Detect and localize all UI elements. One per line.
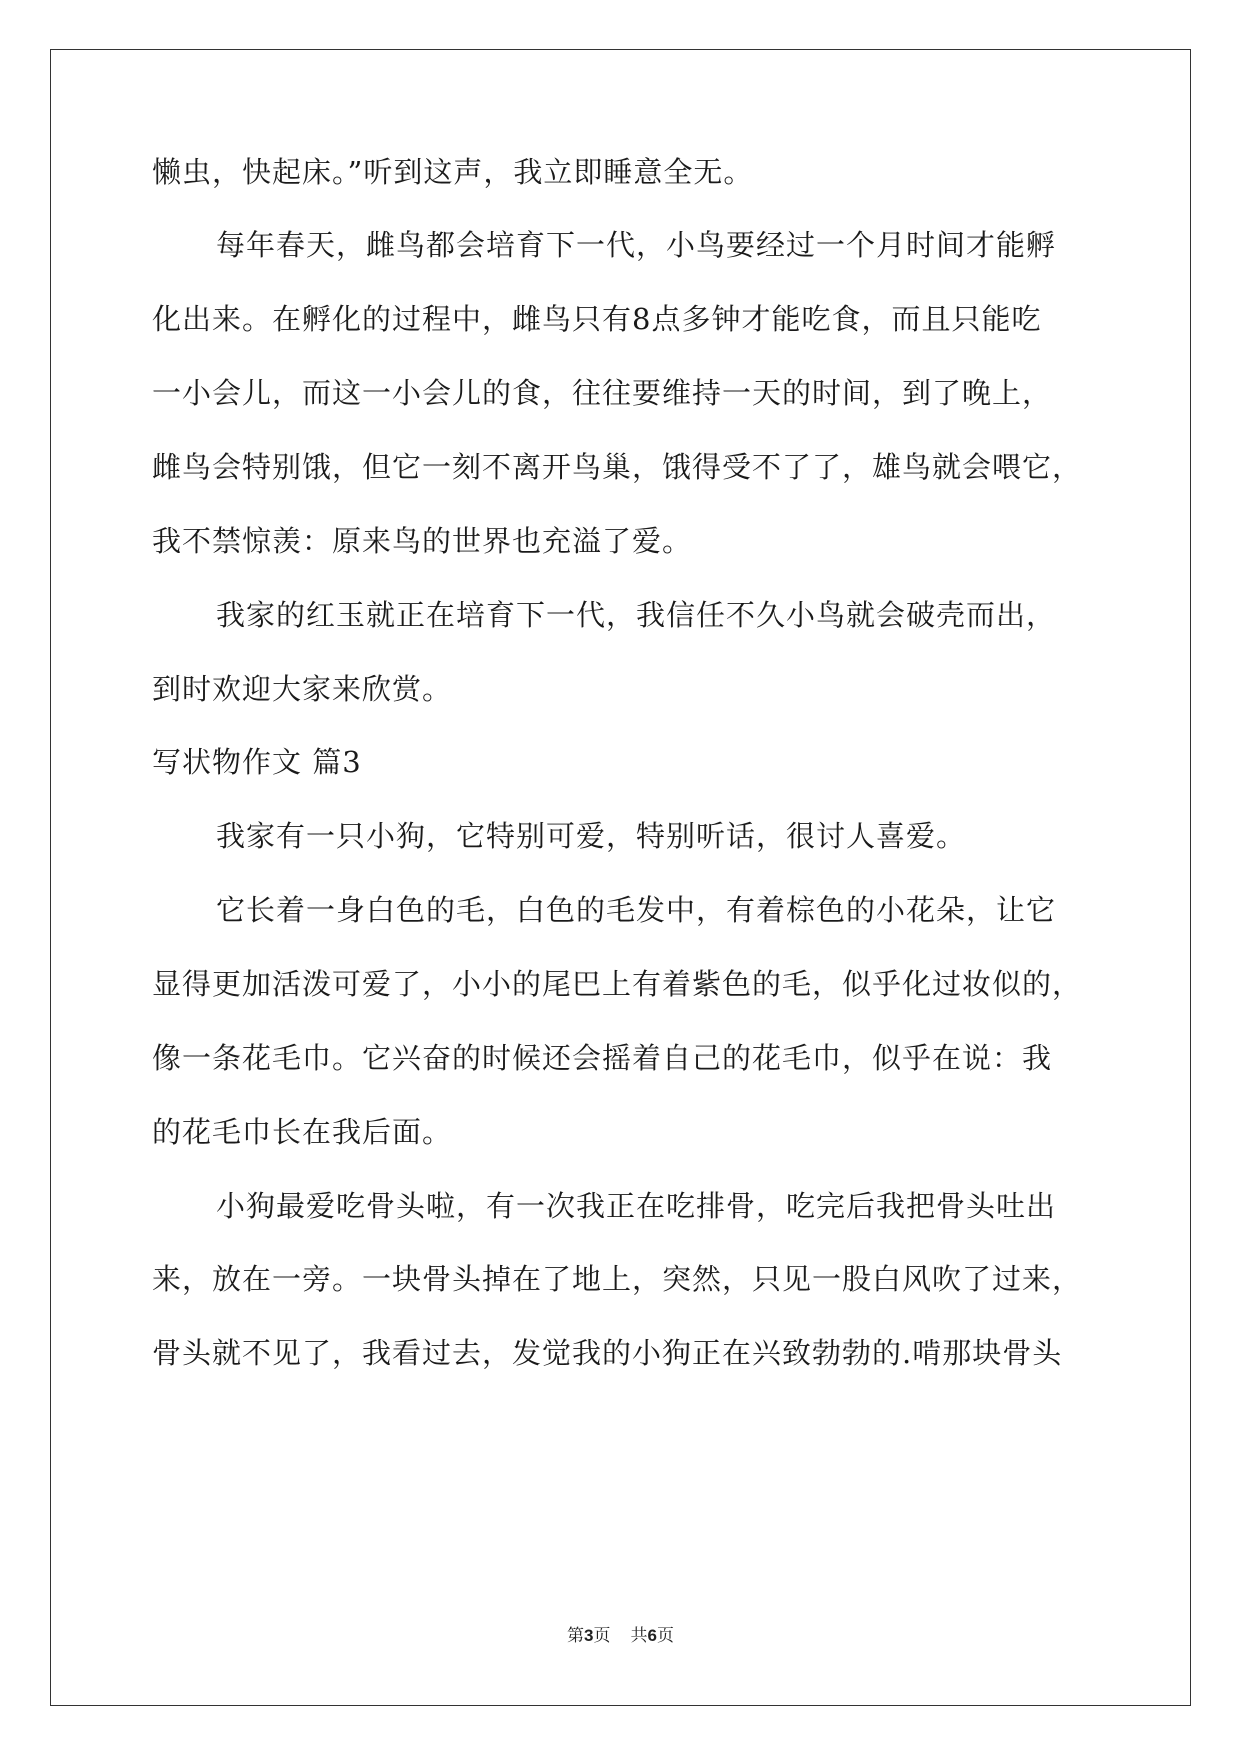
total-suffix: 页 — [656, 1626, 674, 1646]
page-border — [50, 49, 1191, 1706]
page-prefix: 第 — [567, 1626, 585, 1646]
text-line-14: 的花毛巾长在我后面。 — [152, 1115, 453, 1149]
text-line-15: 小狗最爱吃骨头啦，有一次我正在吃排骨，吃完后我把骨头吐出 — [216, 1189, 1057, 1223]
text-line-4: 一小会儿，而这一小会儿的食，往往要维持一天的时间，到了晚上， — [152, 376, 1053, 410]
page-footer — [0, 1624, 1241, 1648]
page-suffix: 页 — [593, 1626, 611, 1646]
section-heading: 写状物作文 篇3 — [152, 745, 362, 779]
text-line-6: 我不禁惊羡：原来鸟的世界也充溢了爱。 — [152, 524, 693, 558]
text-line-1: 懒虫，快起床。”听到这声，我立即睡意全无。 — [152, 155, 754, 189]
text-line-10: 我家有一只小狗，它特别可爱，特别听话，很讨人喜爱。 — [216, 819, 967, 853]
text-line-8: 到时欢迎大家来欣赏。 — [152, 672, 453, 706]
text-line-12: 显得更加活泼可爱了，小小的尾巴上有着紫色的毛，似乎化过妆似的， — [152, 967, 1083, 1001]
text-line-13: 像一条花毛巾。它兴奋的时候还会摇着自己的花毛巾，似乎在说：我 — [152, 1041, 1053, 1075]
text-line-5: 雌鸟会特别饿，但它一刻不离开鸟巢，饿得受不了了，雄鸟就会喂它， — [152, 450, 1083, 484]
total-prefix: 共 — [630, 1626, 648, 1646]
text-line-7: 我家的红玉就正在培育下一代，我信任不久小鸟就会破壳而出， — [216, 598, 1057, 632]
page-current-number: 3 — [584, 1626, 594, 1645]
text-line-11: 它长着一身白色的毛，白色的毛发中，有着棕色的小花朵，让它 — [216, 893, 1057, 927]
text-line-16: 来，放在一旁。一块骨头掉在了地上，突然，只见一股白风吹了过来， — [152, 1262, 1083, 1296]
text-line-3: 化出来。在孵化的过程中，雌鸟只有8点多钟才能吃食，而且只能吃 — [152, 302, 1042, 336]
page-total-number: 6 — [647, 1626, 657, 1645]
text-line-17: 骨头就不见了，我看过去，发觉我的小狗正在兴致勃勃的.啃那块骨头 — [152, 1336, 1063, 1370]
text-line-2: 每年春天，雌鸟都会培育下一代，小鸟要经过一个月时间才能孵 — [216, 228, 1057, 262]
